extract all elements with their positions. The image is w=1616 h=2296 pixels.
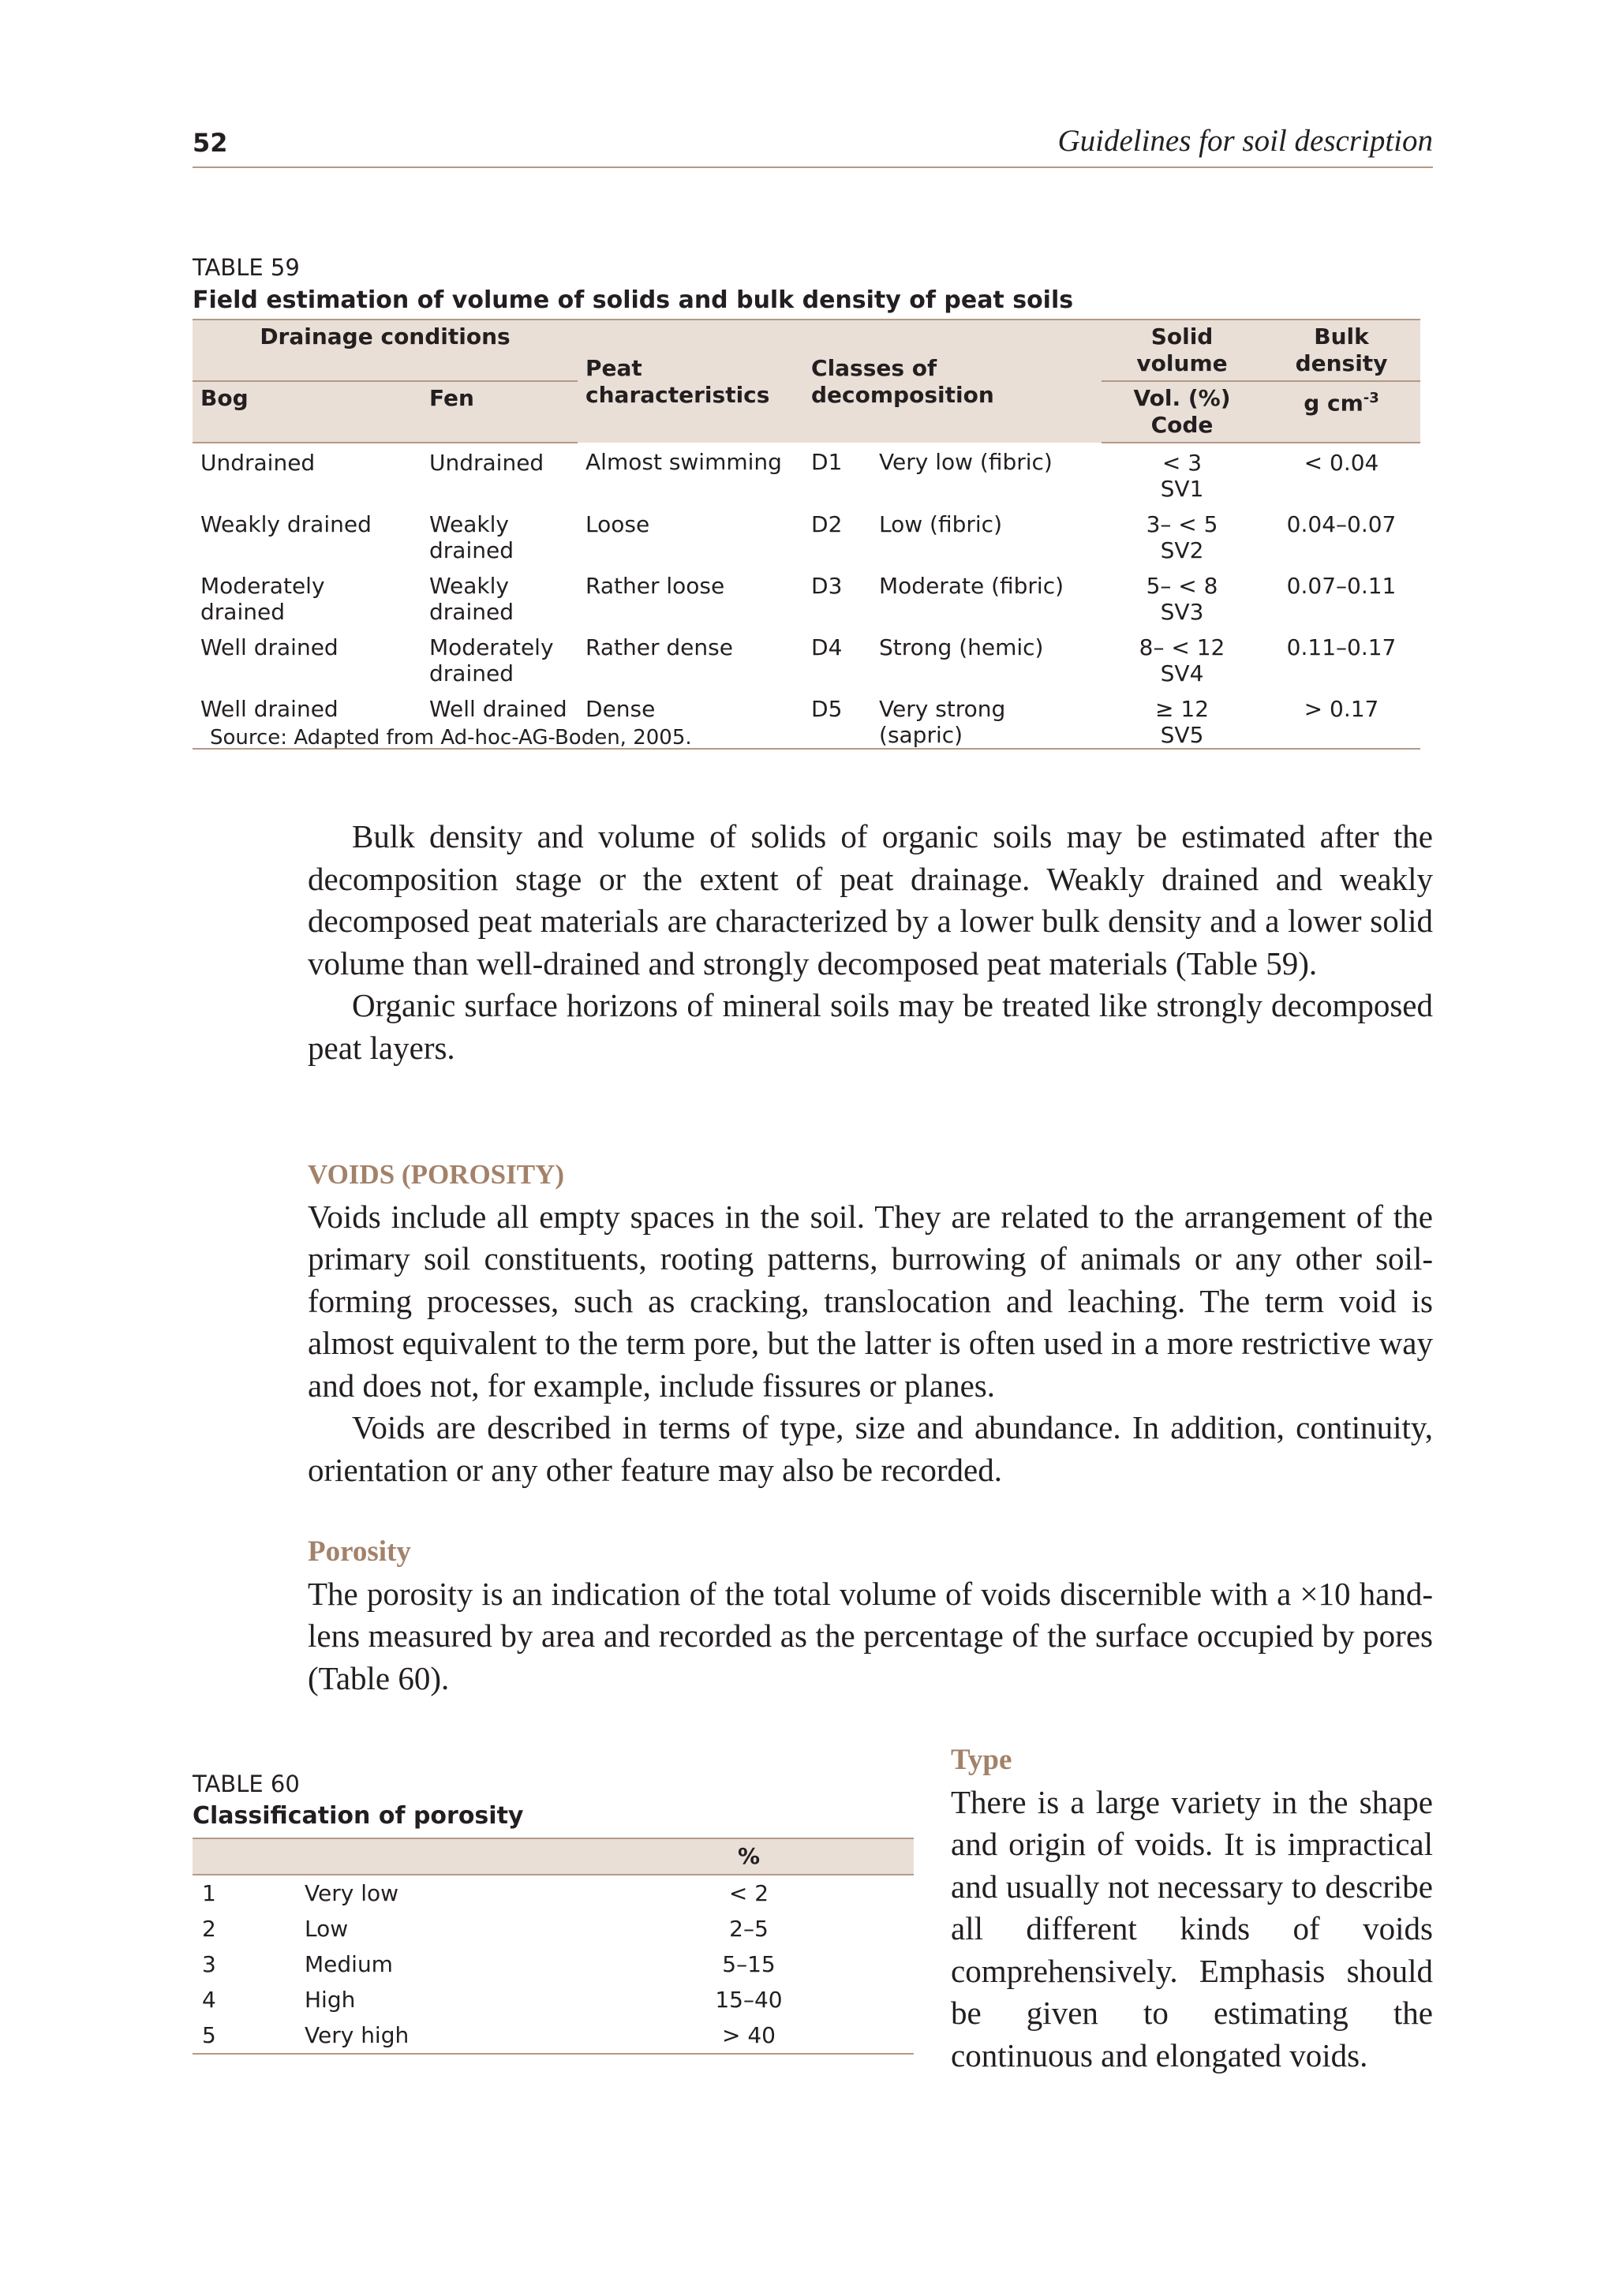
dcode-cell: D5 [803,696,871,749]
voids-heading: VOIDS (POROSITY) [308,1159,565,1190]
paragraph: Organic surface horizons of mineral soils may be treated like strongly decomposed peat layers. [308,987,1433,1066]
class-label: Low [305,1916,349,1942]
intro-text [308,816,1433,1069]
paragraph: Bulk density and volume of solids of organic soils may be estimated after the decomposition stage or the extent of peat drainage. Weakly drained and weakly decomposed peat materials are characterized by a lower bulk density and a lower solid volume than well-drained and strongly decomposed peat materials (Table 59). [308,818,1433,982]
degree-cell: Moderate (fibric) [879,573,1064,599]
class-label: Medium [305,1951,393,1977]
fen-cell: Well drained [421,696,578,749]
class-number: 5 [193,2017,295,2054]
sv-code: SV1 [1160,476,1204,502]
class-number: 2 [202,1916,216,1942]
bog-cell: Well drained [193,696,421,749]
vol-cell [1102,443,1262,511]
bog-cell: Moderately drained [200,573,325,625]
table60-label: TABLE 60 [193,1771,300,1797]
dcode-cell: D2 [811,511,843,537]
bog-cell: Well drained [200,634,339,660]
page-number: 52 [193,128,228,158]
peat-cell: Dense [578,696,803,749]
bulk-density-header: Bulk density [1262,320,1420,381]
peat-cell: Rather loose [585,573,725,599]
table59-title: Field estimation of volume of solids and bulk density of peat soils [193,286,1074,314]
vol-cell [1102,511,1262,573]
empty-header [193,1838,295,1875]
degree-cell: Very strong (sapric) [871,696,1102,749]
dcode-cell: D1 [811,449,843,475]
table59-source: Source: Adapted from Ad-hoc-AG-Boden, 2005. [210,726,692,750]
porosity-section [308,1531,1433,1700]
sv-code: SV5 [1160,722,1204,748]
degree-cell: Very low (fibric) [879,449,1053,475]
fen-header: Fen [421,381,578,443]
table-row [193,573,1420,634]
table-row [193,1875,914,1911]
peat-cell: Loose [585,511,650,537]
bog-cell: Weakly drained [200,511,372,537]
table59 [193,319,1420,750]
peat-header: Peat characteristics [578,320,803,443]
peat-cell: Almost swimming [585,449,782,475]
table-row [193,2017,914,2054]
vol-cell [1102,634,1262,696]
dcode-cell: D4 [811,634,843,660]
vol-pct-label: Vol. (%) [1133,385,1231,411]
degree-cell: Strong (hemic) [879,634,1044,660]
class-label: High [305,1987,356,2013]
vol-cell [1102,573,1262,634]
fen-cell: Weakly drained [429,511,514,563]
fen-cell: Weakly drained [429,573,514,625]
class-pct: < 2 [728,1880,769,1906]
bd-cell: 0.07–0.11 [1286,573,1397,599]
fen-cell: Moderately drained [429,634,554,686]
bog-header: Bog [193,381,421,443]
unit-exponent: -3 [1363,390,1379,406]
type-heading: Type [951,1744,1012,1776]
table-row [193,634,1420,696]
header-rule [193,166,1433,168]
degree-cell: Low (fibric) [879,511,1002,537]
code-label: Code [1150,412,1214,438]
class-pct: 2–5 [729,1916,769,1942]
table-row [193,1911,914,1946]
type-section [951,1739,1433,2077]
dcode-cell: D3 [811,573,843,599]
paragraph: There is a large variety in the shape and origin of voids. It is impractical and usually not necessary to describe all different kinds of voids comprehensively. Emphasis should be given to estimating the continuous and elongated voids. [951,1783,1433,2074]
table59-label: TABLE 59 [193,254,300,281]
class-number: 1 [202,1880,216,1906]
vol-code-header [1102,381,1262,443]
vol-value: 3– < 5 [1146,511,1218,537]
running-title: Guidelines for soil description [1057,124,1433,158]
vol-cell [1102,696,1262,749]
empty-header [824,1838,914,1875]
table-row [193,1946,914,1982]
unit-label: g cm [1304,390,1364,417]
paragraph: The porosity is an indication of the total volume of voids discernible with a ×10 hand-lens measured by area and recorded as the percentage of the surface occupied by pores (Table 60). [308,1575,1433,1696]
table60-title: Classification of porosity [193,1802,524,1830]
table-row [193,511,1420,573]
drainage-header: Drainage conditions [193,320,578,381]
classes-header: Classes of decomposition [803,320,1102,443]
unit-header [1262,381,1420,443]
vol-value: 8– < 12 [1139,634,1225,660]
class-number: 3 [202,1951,216,1977]
vol-value: ≥ 12 [1155,696,1210,722]
peat-cell: Rather dense [585,634,733,660]
class-label: Very high [295,2017,674,2054]
porosity-heading: Porosity [308,1535,411,1568]
vol-value: < 3 [1162,450,1203,476]
bd-cell: < 0.04 [1304,450,1379,476]
empty-header [295,1838,674,1875]
bd-cell: 0.11–0.17 [1286,634,1397,660]
bd-cell: > 0.17 [1262,696,1420,749]
sv-code: SV2 [1160,537,1204,563]
class-pct: 15–40 [715,1987,783,2013]
voids-section [308,1154,1433,1491]
class-label: Very low [305,1880,398,1906]
class-pct: > 40 [674,2017,824,2054]
pct-header: % [674,1838,824,1875]
class-number: 4 [202,1987,216,2013]
sv-code: SV3 [1160,599,1204,625]
table60 [193,1838,914,2055]
sv-code: SV4 [1160,660,1204,686]
table-row [193,443,1420,511]
vol-value: 5– < 8 [1146,573,1218,599]
solid-volume-header: Solid volume [1102,320,1262,381]
bd-cell: 0.04–0.07 [1286,511,1397,537]
paragraph: Voids are described in terms of type, size and abundance. In addition, continuity, orientation or any other feature may also be recorded. [308,1409,1433,1488]
table-row [193,1982,914,2017]
paragraph: Voids include all empty spaces in the soil. They are related to the arrangement of the primary soil constituents, rooting patterns, burrowing of animals or any other soil-forming processes, such as cracking, translocation and leaching. The term void is almost equivalent to the term pore, but the latter is often used in a more restrictive way and does not, for example, include fissures or planes. [308,1198,1433,1404]
bog-cell: Undrained [200,450,316,476]
class-pct: 5–15 [722,1951,776,1977]
fen-cell: Undrained [429,450,544,476]
